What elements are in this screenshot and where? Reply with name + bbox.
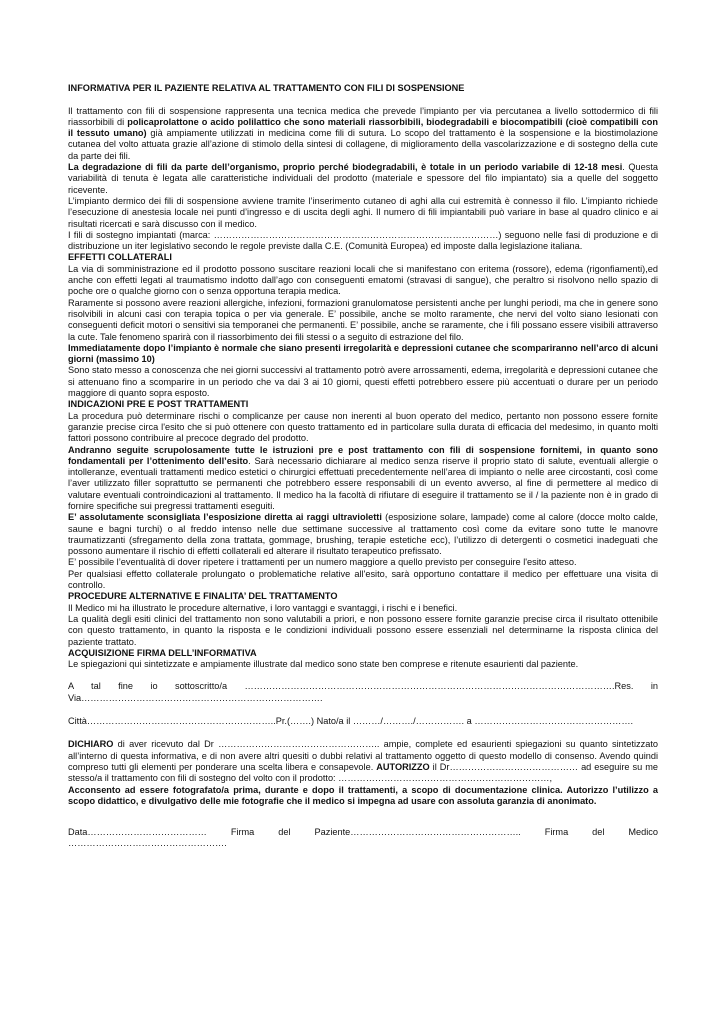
procedure-paragraph-2: La qualità degli esiti clinici del trattamento non sono valutabili a priori, e non possono essere fornite garanzie precise circa il risultato ottenibile con questo trattamento, in quanto la risposta e le condizioni individuali possono essere essenziali nel determinarne la risposta clinica del paziente trattato. [68,613,658,647]
form-line-city-birth: Città……………………………………………………..Pr.(…….) Nato/a il ………/………./……………. a ……………………………………………. [68,716,634,727]
signature-line: Data………………………………… Firma del Paziente……………………………………………….. Firma del Medico ……………………………………………. [68,827,658,849]
degradation-bold: La degradazione di fili da parte dell’organismo, proprio perché biodegradabili, è totale in un periodo variabile di 12-18 mesi [68,162,623,173]
photo-consent-bold: Acconsento ad essere fotografato/a prima, durante e dopo il trattamenti, a scopo di documentazione clinica. Autorizzo l’utilizzo a scopo didattico, e divulgativo delle mie fotografie che il medico si impegna ad usare con assoluta garanzia di anonimato. [68,784,658,806]
intro-paragraph-2 [68,162,658,196]
indicazioni-text-1: . Sarà necessario dichiarare al medico senza riserve il proprio stato di salute, eventuali allergie o intolleranze, eventuali trattamenti medico estetici o chirurgici effettuati precedentemente nell’area di impianto o nelle aree circostanti, così come l’aver utilizzato filler soprattutto se permanenti che potrebbero essere responsabili di un evento avverso, al fine di permettere al medico di valutare eventuali controindicazioni al trattamento. Il medico ha la facoltà di rifiutare di eseguire il trattamento se il / la paziente non è in grado di fornire specifiche sui pregressi trattamenti eseguiti. [68,455,658,511]
degradation-text: . Questa variabilità di tenuta è legata alle caratteristiche individuali del prodotto (materiale e spessore del filo impiantato) sia a quelle del soggetto ricevente. [68,162,658,195]
indicazioni-paragraph-3 [68,512,658,557]
intro-paragraph-4: I fili di sostegno impiantati (marca: …………………………………………………………………………………) seguono nelle fasi di produzione e di distribuzione un iter legislativo secondo le regole previste dalla C.E. (Comunità Europea) ed imposte dalla legislazione italiana. [68,229,658,252]
effetti-paragraph-3 [68,343,658,366]
effetti-paragraph-2: Raramente si possono avere reazioni allergiche, infezioni, formazioni granulomatose persistenti anche per lunghi periodi, ma che in genere sono risolvibili in alcuni casi con terapia topica o per via generale. E’ possibile, anche se molto raramente, che nervi del volto siano lesionati con conseguenti deficit motori o sensitivi sia temporanei che permanenti. E’ possibile, anche se raramente, che i fili possano essere visibili attraverso la cute. Tale fenomeno sparirà con il riassorbimento dei fili stessi o a seguito di estrazione del filo. [68,297,658,342]
autorizzo-bold: AUTORIZZO [376,761,430,772]
section-heading-acquisizione: ACQUISIZIONE FIRMA DELL’INFORMATIVA [68,647,257,658]
indicazioni-text-2: (esposizione solare, lampade) come al calore (docce molto calde, saune e bagni turchi) o al freddo intenso nelle due settimane successive al trattamento così come da evitare sono tutte le manovre traumatizzanti (sfregamento della zona trattata, gommage, brushing, terapie estetiche ecc), l’utilizzo di detergenti o cosmetici inadeguati che possono aumentare il rischio di effetti collaterali ed alterare il risultato terapeutico prefissato. [68,512,658,557]
intro-materials-bold: policaprolattone o acido polilattico che sono materiali riassorbibili, biodegradabili e biocompatibili (cioè compatibili con il tessuto umano) [68,116,658,139]
procedure-paragraph-1: Il Medico mi ha illustrato le procedure alternative, i loro vantaggi e svantaggi, i rischi e i benefici. [68,602,458,613]
intro-paragraph-1 [68,106,658,162]
section-heading-effetti: EFFETTI COLLATERALI [68,252,172,263]
indicazioni-paragraph-2 [68,445,658,513]
indicazioni-bold-2: E’ assolutamente sconsigliata l’esposizione diretta ai raggi ultravioletti [68,512,382,523]
indicazioni-bold-1: Andranno seguite scrupolosamente tutte le istruzioni pre e post trattamento con fili di sospensione fornitemi, in quanto sono fondamentali per l’ottenimento dell’esito [68,444,658,466]
consent-document [68,83,658,850]
indicazioni-paragraph-5: Per qualsiasi effetto collaterale prolungato o problematiche relative all'esito, sarà opportuno contattare il medico per effettuare una visita di controllo. [68,568,658,591]
effetti-bold: Immediatamente dopo l’impianto è normale che siano presenti irregolarità e depressioni cutanee che scompariranno nell’arco di alcuni giorni (massimo 10) [68,342,658,365]
section-heading-indicazioni: INDICAZIONI PRE E POST TRATTAMENTI [68,399,249,410]
acquisizione-paragraph: Le spiegazioni qui sintetizzate e ampiamente illustrate dal medico sono state ben comprese e ritenute esaurienti dal paziente. [68,659,579,670]
effetti-paragraph-1: La via di somministrazione ed il prodotto possono suscitare reazioni locali che si manifestano con eritema (rossore), edema (rigonfiamenti),ed anche con effetti legati al traumatismo indotto dall’ago con conseguenti ematomi (stravasi di sangue), che peraltro si risolvono nello spazio di poche ore o qualche giorno con o senza opportuna terapia medica. [68,263,658,297]
section-heading-procedure: PROCEDURE ALTERNATIVE E FINALITA’ DEL TRATTAMENTO [68,591,338,602]
indicazioni-paragraph-1: La procedura può determinare rischi o complicanze per cause non inerenti al buon operato del medico, pertanto non possono essere fornite garanzie precise circa l'esito che si può ottenere con questo trattamento ed in particolare sulla durata di efficacia del medesimo, in quanto molti fattori possono contribuire al precoce degrado del prodotto. [68,410,658,444]
indicazioni-paragraph-4: E’ possibile l’eventualità di dover ripetere i trattamenti per un numero maggiore a quello previsto per conseguire l'esito atteso. [68,557,577,568]
dichiaro-bold: DICHIARO [68,739,114,750]
authorization-text: il Dr…………………………………… ad eseguire su me stesso/a il trattamento con fili di sostegno del volto con il prodotto: ……………………………………………………………, [68,761,658,784]
declaration-paragraph [68,739,658,784]
form-line-name-address: A tal fine io sottoscritto/a ………………………………………………………………………………………………………….Res. in Via……………………………………………………………………. [68,681,658,703]
intro-text-cont: già ampiamente utilizzati in medicina come fili di sutura. Lo scopo del trattamento è la sospensione e la biostimolazione cutanea del volto attuata grazie all’azione di stimolo della sintesi di collagene, di miglioramento della vascolarizzazione e di sostegno della cute da parte dei fili. [68,128,658,161]
declaration-text: di aver ricevuto dal Dr …………………………………………….. ampie, complete ed esaurienti spiegazioni su quanto sintetizzato all’interno di questa informativa, e di non avere altri quesiti o dubbi relativi al trattamento oggetto di questo modello di consenso. Avendo quindi compreso tutti gli elementi per ponderare una scelta libera e consapevole. [68,739,658,772]
photo-consent-paragraph [68,785,658,808]
intro-text: Il trattamento con fili di sospensione rappresenta una tecnica medica che prevede l’impianto per via percutanea a livello sottodermico di fili riassorbibili di [68,105,658,127]
effetti-paragraph-4: Sono stato messo a conoscenza che nei giorni successivi al trattamento potrò avere arrossamenti, edema, irregolarità e depressioni cutanee che si attenuano fino a scomparire in un periodo che va dai 3 ai 10 giorni, questi effetti potrebbero essere più accentuati o durare per un periodo maggiore di quanto sopra esposto. [68,365,658,399]
intro-paragraph-3: L’impianto dermico dei fili di sospensione avviene tramite l’inserimento cutaneo di aghi alla cui estremità è connesso il filo. L’impianto richiede l’esecuzione di anestesia locale nei punti d’ingresso e di uscita degli aghi. Il numero di fili impiantabili può variare in base al quadro clinico e ai risultati ricercati e sarà discusso con il medico. [68,195,658,229]
document-title: INFORMATIVA PER IL PAZIENTE RELATIVA AL TRATTAMENTO CON FILI DI SOSPENSIONE [68,83,465,93]
